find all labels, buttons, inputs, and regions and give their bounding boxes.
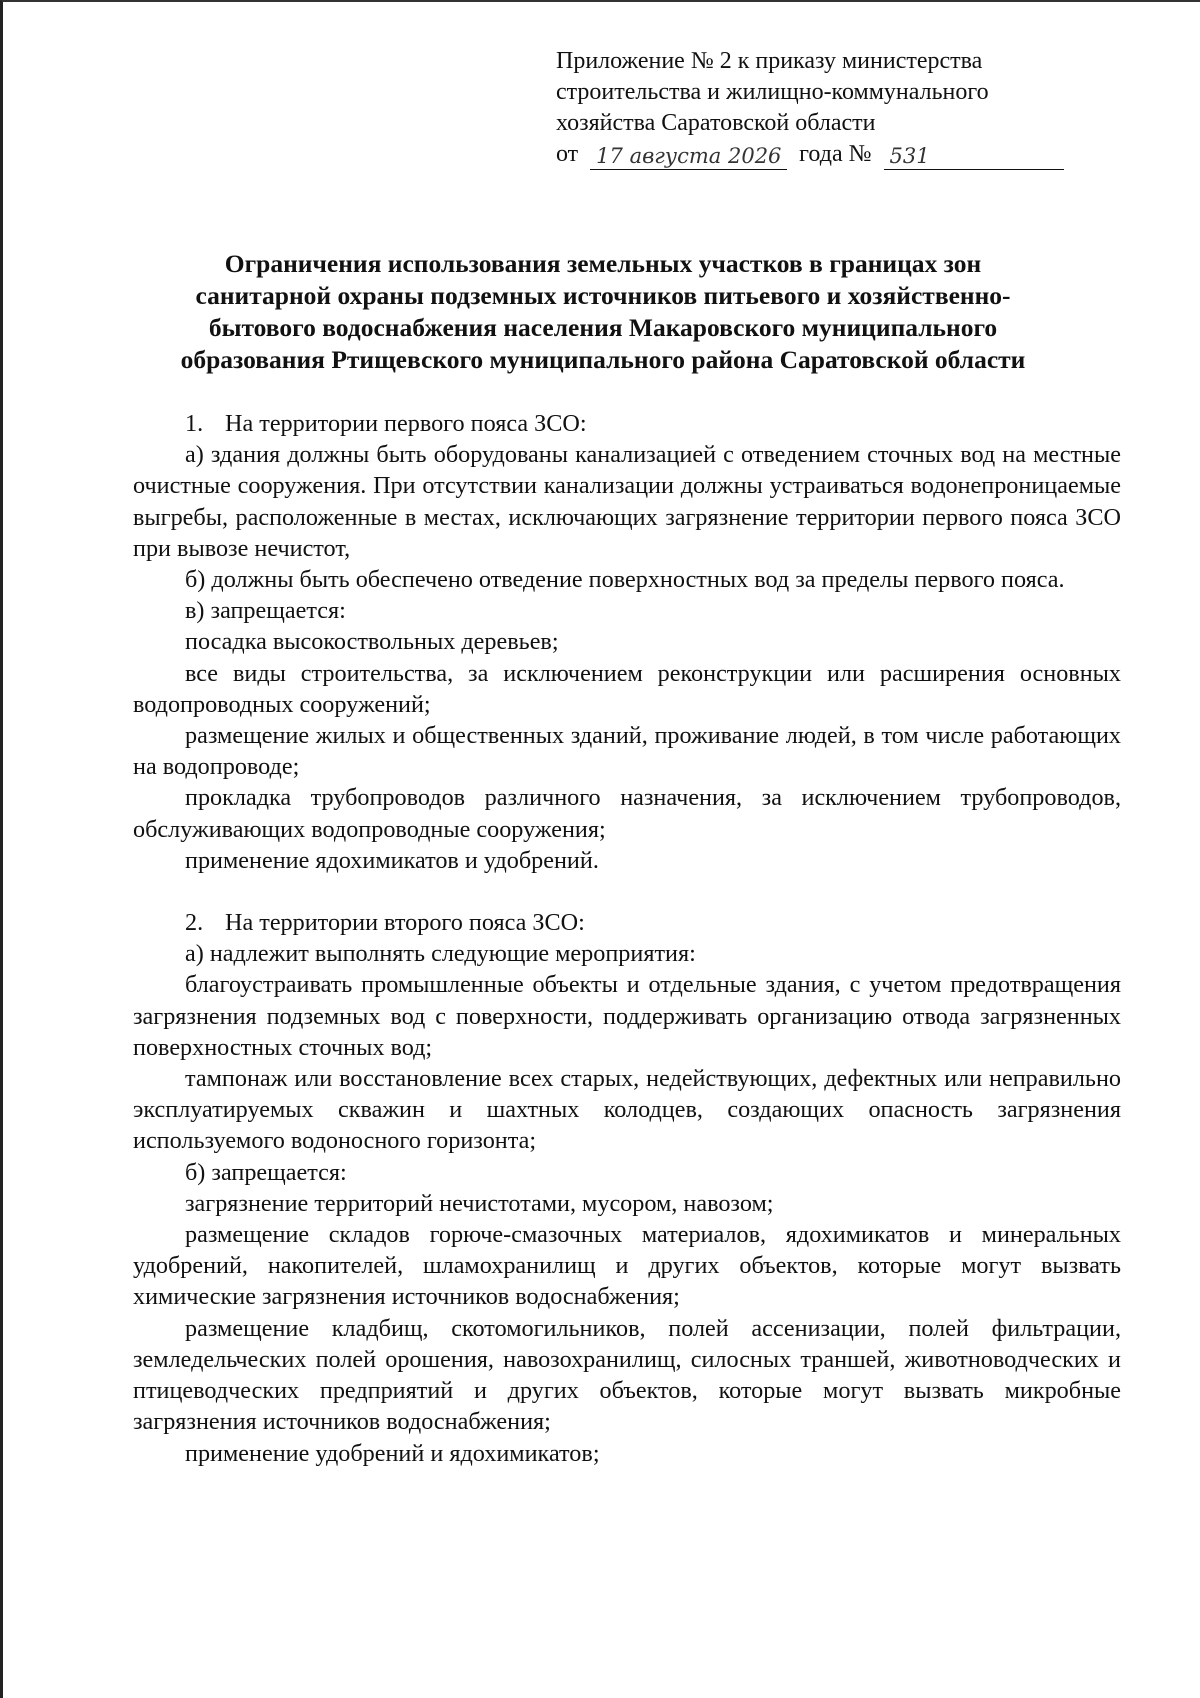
appendix-line-2: строительства и жилищно-коммунального xyxy=(556,79,989,105)
section-2-measure: благоустраивать промышленные объекты и отдельные здания, с учетом предотвращения загрязнения подземных вод с поверхности, поддерживать организацию отвода загрязненных поверхностных сточных вод; xyxy=(133,971,1121,1061)
section-1-item-a: а) здания должны быть оборудованы канализацией с отведением сточных вод на местные очистные сооружения. При отсутствии канализации должны устраиваться водонепроницаемые выгребы, расположенные в местах, исключающих загрязнение территории первого пояса ЗСО при вывозе нечистот, xyxy=(133,441,1121,562)
section-2-heading xyxy=(133,907,1121,938)
from-label: от xyxy=(556,141,579,167)
section-1-prohibition: прокладка трубопроводов различного назначения, за исключением трубопроводов, обслуживающих водопроводные сооружения; xyxy=(133,784,1121,843)
handwritten-order-number: 531 xyxy=(884,143,1064,170)
document-body xyxy=(133,408,1121,1469)
section-1-item-v: в) запрещается: xyxy=(185,597,346,625)
section-1-item-b: б) должны быть обеспечено отведение поверхностных вод за пределы первого пояса. xyxy=(185,566,1065,594)
section-2-prohibition: загрязнение территорий нечистотами, мусором, навозом; xyxy=(185,1189,774,1217)
section-1-prohibition: применение ядохимикатов и удобрений. xyxy=(185,846,599,874)
section-1-heading-text: На территории первого пояса ЗСО: xyxy=(225,410,587,437)
section-1-prohibition: размещение жилых и общественных зданий, проживание людей, в том числе работающих на водопроводе; xyxy=(133,722,1121,781)
appendix-line-1: Приложение № 2 к приказу министерства xyxy=(556,48,983,74)
title-line-2: санитарной охраны подземных источников питьевого и хозяйственно- xyxy=(195,281,1011,310)
handwritten-date: 17 августа 2026 xyxy=(590,143,787,170)
section-2-item-b: б) запрещается: xyxy=(185,1158,347,1186)
section-2-measure: тампонаж или восстановление всех старых, недействующих, дефектных или неправильно эксплуатируемых скважин и шахтных колодцев, создающих опасность загрязнения используемого водоносного горизонта; xyxy=(133,1065,1121,1155)
section-1-prohibition: посадка высокоствольных деревьев; xyxy=(185,628,559,656)
title-line-3: бытового водоснабжения населения Макаровского муниципального xyxy=(208,313,998,342)
section-2-item-a: а) надлежит выполнять следующие мероприятия: xyxy=(185,940,696,968)
section-2-prohibition: размещение складов горюче-смазочных материалов, ядохимикатов и минеральных удобрений, накопителей, шламохранилищ и других объектов, которые могут вызвать химические загрязнения источников водоснабжения; xyxy=(133,1221,1121,1311)
section-spacer xyxy=(133,876,1121,907)
section-1-heading xyxy=(133,408,1121,439)
section-2-heading-text: На территории второго пояса ЗСО: xyxy=(225,909,585,937)
appendix-line-3: хозяйства Саратовской области xyxy=(556,110,876,136)
section-2-number: 2. xyxy=(185,909,204,937)
document-title xyxy=(133,248,1073,376)
title-line-1: Ограничения использования земельных участков в границах зон xyxy=(224,249,982,278)
section-1-prohibition: все виды строительства, за исключением реконструкции или расширения основных водопроводных сооружений; xyxy=(133,659,1121,718)
section-2-prohibition: размещение кладбищ, скотомогильников, полей ассенизации, полей фильтрации, земледельческих полей орошения, навозохранилищ, силосных траншей, животноводческих и птицеводческих предприятий и других объектов, которые могут вызвать микробные загрязнения источников водоснабжения; xyxy=(133,1314,1121,1436)
section-2-prohibition: применение удобрений и ядохимикатов; xyxy=(185,1439,600,1467)
title-line-4: образования Ртищевского муниципального района Саратовской области xyxy=(180,345,1026,374)
order-date-number-line xyxy=(556,139,1116,170)
appendix-header xyxy=(556,46,1116,170)
year-number-label: года № xyxy=(799,141,872,167)
section-1-number: 1. xyxy=(185,410,204,437)
